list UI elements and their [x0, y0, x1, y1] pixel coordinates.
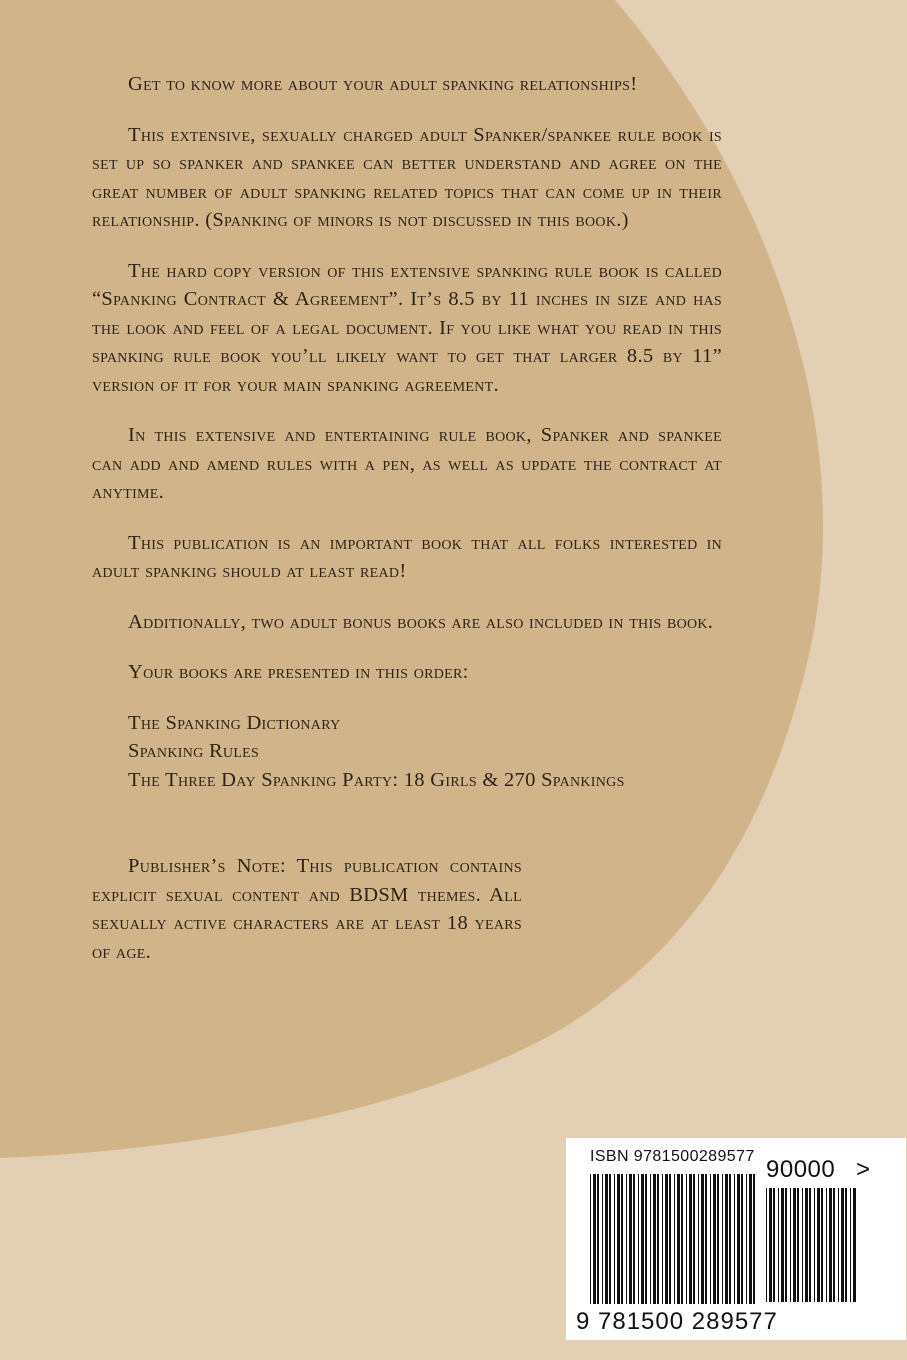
isbn-barcode — [566, 1138, 906, 1340]
blurb-paragraph-hard-copy: The hard copy version of this extensive spanking rule book is called “Spanking Contract & Agreement”. It’s 8.5 by 11 inches in size and has the look and feel of a legal document. If you like what you read in this spanking rule book you’ll likely want to get that larger 8.5 by 11” version of it for your main spanking agreement. — [92, 259, 722, 396]
back-cover-blurb — [92, 70, 722, 966]
blurb-paragraph-description: This extensive, sexually charged adult Spanker/spankee rule book is set up so spanker and spankee can better understand and agree on the great number of adult spanking related topics that can come up in their relationship. (Spanking of minors is not discussed in this book.) — [92, 123, 722, 231]
book-order-item-dictionary: The Spanking Dictionary — [128, 711, 341, 734]
book-order-list — [128, 709, 722, 795]
ean-digits: 9 781500 289577 — [576, 1308, 778, 1335]
blurb-paragraph-intro: Get to know more about your adult spanking relationships! — [128, 73, 638, 95]
book-order-item-party: The Three Day Spanking Party: 18 Girls & 270 Spankings — [128, 768, 625, 791]
isbn-label: ISBN 9781500289577 — [590, 1148, 755, 1165]
publishers-note: Publisher’s Note: This publication contains explicit sexual content and BDSM themes. All sexually active characters are at least 18 years of age. — [92, 855, 522, 963]
ean-barcode-bars — [590, 1174, 756, 1304]
blurb-paragraph-importance: This publication is an important book that all folks interested in adult spanking should at least read! — [92, 531, 722, 582]
price-barcode-bars — [766, 1188, 856, 1302]
blurb-paragraph-bonus: Additionally, two adult bonus books are also included in this book. — [128, 610, 714, 633]
blurb-paragraph-order-intro: Your books are presented in this order: — [128, 661, 469, 683]
price-code: 90000 — [766, 1156, 836, 1183]
blurb-paragraph-amend: In this extensive and entertaining rule book, Spanker and spankee can add and amend rules with a pen, as well as update the contract at anytime. — [92, 424, 722, 503]
book-order-item-rules: Spanking Rules — [128, 740, 260, 762]
price-arrow-icon: > — [856, 1156, 871, 1183]
